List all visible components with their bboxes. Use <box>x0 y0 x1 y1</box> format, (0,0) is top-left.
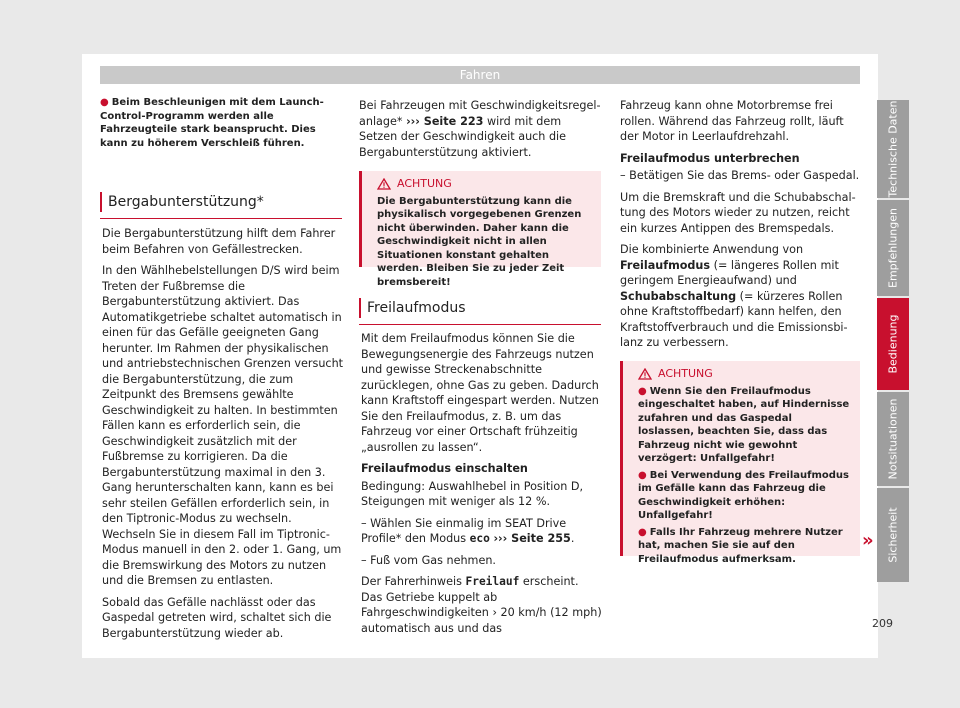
warning-box <box>620 361 860 565</box>
warning-label: ACHTUNG <box>397 177 452 190</box>
warning-box <box>359 171 601 288</box>
bullet-icon: ● <box>638 385 647 397</box>
warning-header <box>620 361 860 381</box>
paragraph: Die Bergabunterstützung hilft dem Fahrer beim Befahren von Gefällestrecken. <box>102 227 336 256</box>
section-title-bergab: Bergabunterstützung* <box>100 192 264 212</box>
warning-item: ● Wenn Sie den Freilaufmodus eingeschaltet haben, auf Hindernisse zufahren und das Gaspedal loslassen, beachten Sie, dass das Fahrzeug nicht wie gewohnt verzögert: Unfallgefahr! <box>638 385 850 464</box>
eco-mode-label: eco <box>469 532 490 545</box>
step: – Betätigen Sie das Brems- oder Gaspedal. <box>620 169 860 182</box>
subheading: Freilaufmodus einschalten <box>361 462 528 475</box>
display-message: Freilauf <box>465 575 520 588</box>
tab-bedienung[interactable]: Bedienung <box>877 298 909 390</box>
step: – Wählen Sie einmalig im SEAT Drive Profile* den Modus eco ››› Seite 255. <box>361 516 575 545</box>
paragraph: Bedingung: Auswahlhebel in Position D, Steigungen mit weniger als 12 %. <box>361 479 584 508</box>
warning-item: ● Falls Ihr Fahrzeug mehrere Nutzer hat, machen Sie sie auf den Freilaufmodus aufmerksam. <box>638 526 843 565</box>
warning-icon <box>377 178 391 190</box>
chapter-header: Fahren <box>100 66 860 84</box>
bullet-text: Beim Beschleunigen mit dem Launch-Control-Programm werden alle Fahrzeugteile stark beansprucht. Dies kann zu höherem Verschleiß führen. <box>100 97 324 149</box>
column-1 <box>102 226 344 647</box>
paragraph: In den Wählhebelstellungen D/S wird beim Treten der Fußbremse die Bergabunterstützung aktiviert. Das Automatikgetriebe schaltet automatisch in einen für das Gefälle geeigneten Gang herunter. Im Rahmen der physikalischen und antriebstechnischen Grenzen versucht die Bergabunterstützung, die zum Zeitpunkt des Bremsens gewählte Geschwindigkeit zu halten. In bestimmten Fällen kann es erforderlich sein, die Geschwindigkeit zusätzlich mit der Fußbremse zu korrigieren. Da die Bergabunterstützung maximal in den 3. Gang herunterschalten kann, kann es bei sehr steilen Gefällen erforderlich sein, in den Tiptronic-Modus zu wechseln. Wechseln Sie in diesem Fall im Tiptronic-Modus manuell in den 2. oder 1. Gang, um die Bremswirkung des Motors zu nutzen und die Bremsen zu entlasten. <box>102 264 344 587</box>
section-title-freilauf: Freilaufmodus <box>359 298 466 318</box>
tab-notsituationen[interactable]: Notsituationen <box>877 392 909 486</box>
warning-icon <box>638 368 652 380</box>
step: – Fuß vom Gas nehmen. <box>361 553 496 567</box>
paragraph: Die kombinierte Anwendung von Freilaufmodus (= längeres Rollen mit geringem Energieaufwand) und Schubabschaltung (= kürzeres Rollen ohne Kraftstoffbedarf) kann helfen, den Kraftstoffverbrauch und die Emissionsbilanz zu verbessern. <box>620 243 848 349</box>
tab-technische-daten[interactable]: Technische Daten <box>877 100 909 198</box>
bullet-icon: ● <box>638 469 647 481</box>
launch-control-note <box>100 96 340 150</box>
paragraph: Fahrzeug kann ohne Motorbremse frei rollen. Während das Fahrzeug rollt, läuft der Motor in Leerlaufdrehzahl. <box>620 99 844 143</box>
page-reference[interactable]: ››› Seite 223 <box>406 114 484 128</box>
paragraph: Um die Bremskraft und die Schubabschaltung des Motors wieder zu nutzen, reicht ein kurzes Antippen des Bremspedals. <box>620 190 856 235</box>
bullet-icon: ● <box>638 526 647 538</box>
warning-accent <box>620 361 623 556</box>
section-rule <box>100 218 342 219</box>
warning-item: ● Bei Verwendung des Freilaufmodus im Gefälle kann das Fahrzeug die Geschwindigkeit erhöhen: Unfallgefahr! <box>638 469 850 521</box>
column-2-top <box>359 98 601 166</box>
column-3 <box>620 98 860 357</box>
paragraph: Bei Fahrzeugen mit Geschwindigkeitsregelanlage* ››› Seite 223 wird mit dem Setzen der Geschwindigkeit auch die Bergabunterstützung aktiviert. <box>359 99 601 159</box>
subheading: Freilaufmodus unterbrechen <box>620 151 800 165</box>
bullet-icon: ● <box>100 97 109 108</box>
paragraph: Mit dem Freilaufmodus können Sie die Bewegungsenergie des Fahrzeugs nutzen und gewisse Streckenabschnitte zurücklegen, ohne Gas zu geben. Dadurch kann Kraftstoff eingespart werden. Nutzen Sie den Freilaufmodus, z. B. um das Fahrzeug vor einer Ortschaft frühzeitig „ausrollen zu lassen“. <box>361 332 599 454</box>
continue-icon: » <box>862 530 874 551</box>
paragraph: Der Fahrerhinweis Freilauf erscheint. Das Getriebe kuppelt ab Fahrgeschwindigkeiten › 20 km/h (12 mph) automatisch aus und das <box>361 575 602 635</box>
warning-list <box>620 381 860 578</box>
tab-empfehlungen[interactable]: Empfehlungen <box>877 200 909 296</box>
column-2 <box>361 331 603 642</box>
page-number: 209 <box>872 617 893 630</box>
warning-text: Die Bergabunterstützung kann die physikalisch vorgegebenen Grenzen nicht überwinden. Daher kann die Geschwindigkeit nicht in allen Situationen konstant gehalten werden. Bleiben Sie zu jeder Zeit bremsbereit! <box>377 195 582 288</box>
warning-accent <box>359 171 362 267</box>
warning-header <box>359 171 601 191</box>
paragraph: Sobald das Gefälle nachlässt oder das Gaspedal getreten wird, schaltet sich die Bergabunterstützung wieder ab. <box>102 595 332 640</box>
warning-label: ACHTUNG <box>658 367 713 380</box>
section-rule <box>359 324 601 325</box>
tab-sicherheit[interactable]: Sicherheit <box>877 488 909 582</box>
page-reference[interactable]: ››› Seite 255 <box>493 532 571 545</box>
